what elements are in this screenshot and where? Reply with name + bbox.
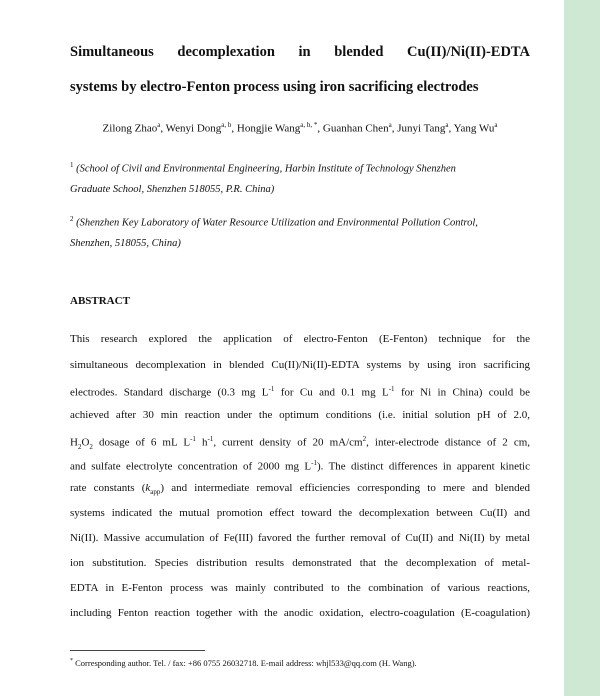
abstract-line: rate constants $(k_{app})$ and intermediate removal efficiencies corresponding to mere and blended <box>70 482 531 497</box>
abstract-line: EDTA in E-Fenton process was mainly contributed to the combination of various reactions, <box>70 582 530 594</box>
author-name: Yang Wu <box>453 122 495 135</box>
abstract-line: and sulfate electrolyte concentration of 2000 mg $L^{-1}$). The distinct differences in apparent kinetic <box>70 459 530 473</box>
author-name: Junyi Tang <box>397 122 446 135</box>
author-affiliation-mark: a <box>388 121 392 129</box>
paper-title-line-2: systems by electro-Fenton process using iron sacrificing electrodes <box>70 79 479 95</box>
author-affiliation-mark: a, b <box>221 121 232 129</box>
author-name: Wenyi Dong <box>165 122 222 135</box>
abstract-line: ion substitution. Species distribution results demonstrated that the decomplexation of metal- <box>70 557 530 569</box>
abstract-line: systems indicated the mutual promotion effect toward the decomplexation between Cu(II) and <box>70 507 530 519</box>
author-name: Zilong Zhao <box>102 122 158 135</box>
author-name: Hongjie Wang <box>236 122 301 135</box>
abstract-line: Ni(II). Massive accumulation of Fe(III) favored the further removal of Cu(II) and Ni(II) by metal <box>70 532 530 544</box>
footnote-text: Corresponding author. Tel. / fax: +86 0755 26032718. E-mail address: whjl533@qq.com (H. Wang). <box>73 658 417 668</box>
viewer-side-panel <box>564 0 600 696</box>
affiliation-text: (School of Civil and Environmental Engineering, Harbin Institute of Technology Shenzhen <box>76 163 456 175</box>
author-affiliation-mark: a <box>157 121 161 129</box>
footnote-marker: * <box>70 658 73 665</box>
affiliation-2-cont: Shenzhen, 518055, China) <box>70 238 181 249</box>
affiliation-number: 1 <box>70 161 74 169</box>
author-name: Guanhan Chen <box>322 122 389 135</box>
corresponding-author-footnote <box>70 658 530 668</box>
author-affiliation-mark: a <box>445 121 449 129</box>
abstract-line: including Fenton reaction together with the anodic oxidation, electro-coagulation (E-coagulation) <box>70 607 530 619</box>
abstract-line: achieved after 30 min reaction under the optimum conditions (i.e. initial solution pH of 2.0, <box>70 409 530 421</box>
author-affiliation-mark: a, b, * <box>300 121 318 129</box>
affiliation-2 <box>70 212 530 231</box>
author-affiliation-mark: a <box>494 121 498 129</box>
abstract-line: electrodes. Standard discharge (0.3 mg $L^{-1}$ for Cu and 0.1 mg $L^{-1}$ for Ni in China) could be <box>70 385 530 399</box>
abstract-heading: ABSTRACT <box>70 295 130 307</box>
footnote-divider <box>70 650 205 651</box>
affiliation-number: 2 <box>70 215 74 223</box>
affiliation-1 <box>70 158 530 177</box>
affiliation-text: (Shenzhen Key Laboratory of Water Resource Utilization and Environmental Pollution Control, <box>76 217 478 229</box>
abstract-line: This research explored the application of electro-Fenton (E-Fenton) technique for the <box>70 333 530 345</box>
abstract-line: simultaneous decomplexation in blended Cu(II)/Ni(II)-EDTA systems by using iron sacrificing <box>70 359 530 371</box>
abstract-line: $H_2O_2$ dosage of 6 mL $L^{-1}$ $h^{-1}$, current density of 20 $mA/cm^2$, inter-electrode distance of 2 cm, <box>70 435 531 451</box>
affiliation-1-cont: Graduate School, Shenzhen 518055, P.R. China) <box>70 184 275 195</box>
paper-title-line-1: Simultaneous decomplexation in blended Cu(II)/Ni(II)-EDTA <box>70 44 530 60</box>
author-list: Zilong Zhao$^a$, Wenyi Dong$^{a, b}$, Hongjie Wang$^{a, b, *}$, Guanhan Chen$^a$, Junyi Tang$^a$, Yang Wu$^a$ <box>102 121 498 135</box>
